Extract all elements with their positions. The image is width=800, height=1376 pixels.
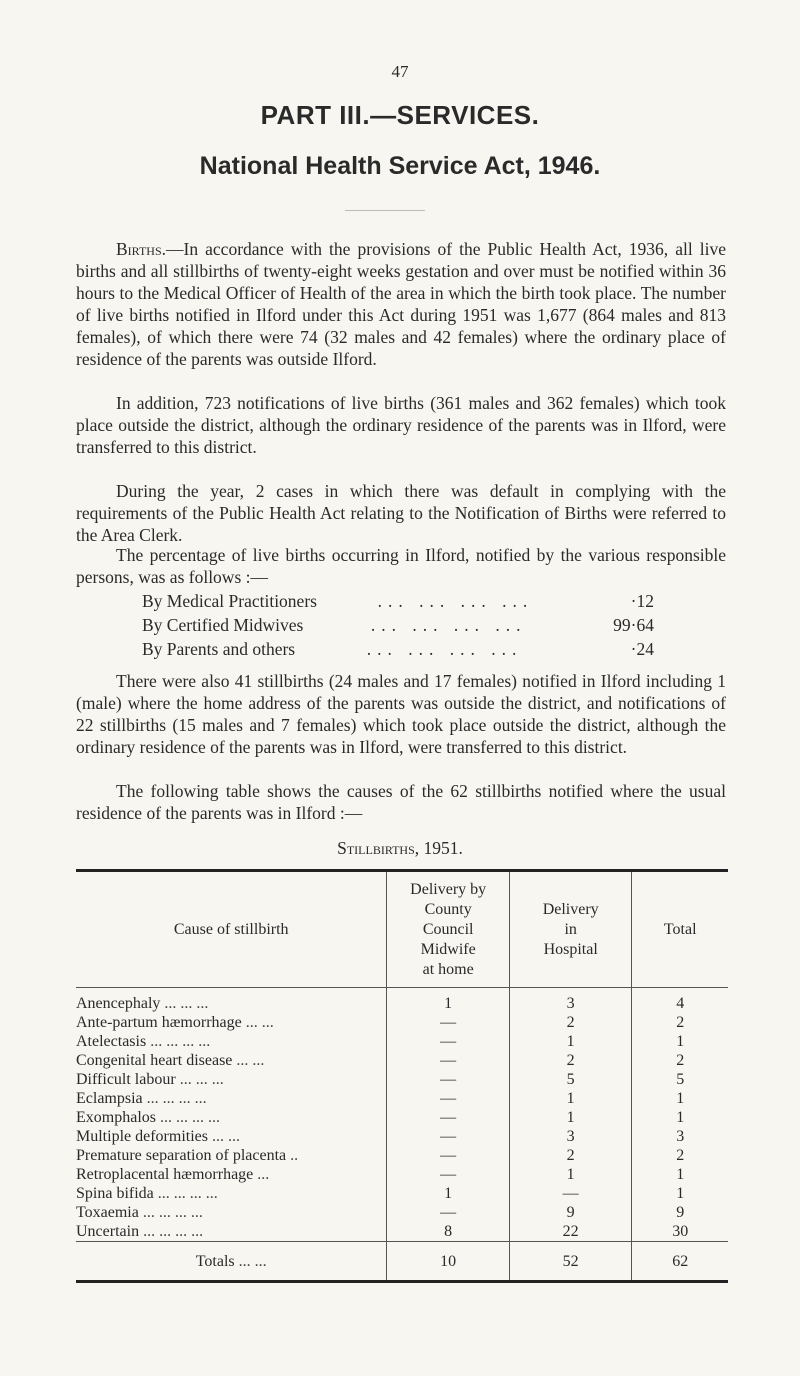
cause-label: Difficult labour	[76, 1071, 176, 1088]
hospital-count: 3	[509, 988, 632, 1014]
percentage-intro-paragraph	[76, 544, 726, 588]
p2-text: In addition, 723 notifications of live births (361 males and 362 females) which took place outside the district, although the ordinary residence of the parents was in Ilford, were transferred to this district.	[76, 393, 726, 457]
part-title: PART III.—SERVICES.	[260, 100, 540, 130]
home-count: —	[387, 1051, 510, 1070]
hospital-count: 1	[509, 1089, 632, 1108]
cause-label: Toxaemia	[76, 1204, 139, 1221]
hospital-count: 2	[509, 1013, 632, 1032]
table-row: Spina bifida ... ... ... ... 1 — 1	[76, 1184, 728, 1203]
hospital-count: 5	[509, 1070, 632, 1089]
total-count: 1	[632, 1089, 728, 1108]
home-total: 10	[387, 1242, 510, 1282]
p6-text: The following table shows the causes of the 62 stillbirths notified where the usual residence of the parents was in Ilford :—	[76, 781, 726, 823]
total-count: 1	[632, 1165, 728, 1184]
stillbirths-table	[76, 869, 728, 1283]
total-count: 4	[632, 988, 728, 1014]
births-body: —In accordance with the provisions of the Public Health Act, 1936, all live births and all stillbirths of twenty-eight weeks gestation and over must be notified within 36 hours to the Medical Officer of Health of the area in which the birth took place. The number of live births notified in Ilford under this Act during 1951 was 1,677 (864 males and 813 females), of which there were 74 (32 males and 42 females) where the ordinary place of residence of the parents was outside Ilford.	[76, 239, 726, 369]
total-count: 9	[632, 1203, 728, 1222]
total-count: 1	[632, 1184, 728, 1203]
cause-label: Congenital heart disease	[76, 1052, 233, 1069]
home-count: —	[387, 1032, 510, 1051]
home-count: —	[387, 1146, 510, 1165]
leader-dots: ... ... ... ...	[366, 639, 523, 659]
grand-total: 62	[632, 1242, 728, 1282]
hospital-count: 1	[509, 1165, 632, 1184]
hospital-total: 52	[509, 1242, 632, 1282]
total-count: 2	[632, 1146, 728, 1165]
title-divider	[345, 210, 425, 211]
table-header-row	[76, 871, 728, 988]
cause-label: Exomphalos	[76, 1109, 156, 1126]
stillbirths-paragraph	[76, 670, 726, 758]
home-count: —	[387, 1089, 510, 1108]
totals-row: Totals ... ... 10 52 62	[76, 1242, 728, 1282]
header-home-delivery: Delivery by County Council Midwife at home	[387, 871, 510, 988]
hospital-count: 3	[509, 1127, 632, 1146]
leader-dots: ... ... ... ...	[377, 591, 534, 611]
table-row: Difficult labour ... ... ... — 5 5	[76, 1070, 728, 1089]
default-cases-paragraph	[76, 480, 726, 546]
percentage-value: ·24	[630, 639, 654, 659]
cause-label: Spina bifida	[76, 1185, 154, 1202]
header-cause: Cause of stillbirth	[76, 871, 387, 988]
home-count: 8	[387, 1222, 510, 1242]
table-row: Ante-partum hæmorrhage ... ... — 2 2	[76, 1013, 728, 1032]
table-row: Exomphalos ... ... ... ... — 1 1	[76, 1108, 728, 1127]
table-row: Uncertain ... ... ... ... 8 22 30	[76, 1222, 728, 1242]
hospital-count: 1	[509, 1108, 632, 1127]
percentage-value: ·12	[630, 591, 654, 611]
hospital-count: 2	[509, 1051, 632, 1070]
leader-dots: ... ... ... ...	[370, 615, 527, 635]
cause-label: Retroplacental hæmorrhage	[76, 1166, 254, 1183]
header-hospital-delivery: Delivery in Hospital	[509, 871, 632, 988]
table-intro-paragraph	[76, 780, 726, 824]
cause-label: Ante-partum hæmorrhage	[76, 1014, 242, 1031]
cause-label: Uncertain	[76, 1223, 140, 1240]
hospital-count: 9	[509, 1203, 632, 1222]
page-number: 47	[391, 62, 409, 81]
p4-text: The percentage of live births occurring in Ilford, notified by the various responsible persons, was as follows :—	[76, 545, 726, 587]
cause-label: Atelectasis	[76, 1033, 147, 1050]
table-row: Eclampsia ... ... ... ... — 1 1	[76, 1089, 728, 1108]
home-count: 1	[387, 988, 510, 1014]
table-caption: Stillbirths, 1951.	[337, 838, 463, 858]
percentage-label: By Medical Practitioners	[142, 591, 317, 611]
total-count: 30	[632, 1222, 728, 1242]
total-count: 5	[632, 1070, 728, 1089]
percentage-row	[142, 615, 654, 637]
home-count: —	[387, 1070, 510, 1089]
home-count: —	[387, 1127, 510, 1146]
total-count: 2	[632, 1051, 728, 1070]
cause-label: Eclampsia	[76, 1090, 143, 1107]
table-row: Anencephaly ... ... ... 1 3 4	[76, 988, 728, 1014]
home-count: —	[387, 1165, 510, 1184]
additional-notifications-paragraph	[76, 392, 726, 458]
percentage-label: By Parents and others	[142, 639, 296, 659]
total-count: 1	[632, 1032, 728, 1051]
table-row: Atelectasis ... ... ... ... — 1 1	[76, 1032, 728, 1051]
p3-text: During the year, 2 cases in which there was default in complying with the requirements of the Public Health Act relating to the Notification of Births were referred to the Area Clerk.	[76, 481, 726, 545]
cause-label: Multiple deformities	[76, 1128, 208, 1145]
header-total: Total	[632, 871, 728, 988]
births-lead: Births.	[116, 239, 166, 259]
cause-label: Premature separation of placenta	[76, 1147, 287, 1164]
hospital-count: 2	[509, 1146, 632, 1165]
table-row: Congenital heart disease ... ... — 2 2	[76, 1051, 728, 1070]
hospital-count: —	[509, 1184, 632, 1203]
cause-label: Anencephaly	[76, 995, 161, 1012]
home-count: —	[387, 1013, 510, 1032]
table-row: Multiple deformities ... ... — 3 3	[76, 1127, 728, 1146]
home-count: —	[387, 1108, 510, 1127]
act-subtitle: National Health Service Act, 1946.	[199, 152, 601, 180]
total-count: 2	[632, 1013, 728, 1032]
percentage-label: By Certified Midwives	[142, 615, 304, 635]
table-row: Retroplacental hæmorrhage ... — 1 1	[76, 1165, 728, 1184]
home-count: 1	[387, 1184, 510, 1203]
p5-text: There were also 41 stillbirths (24 males and 17 females) notified in Ilford including 1 (male) where the home address of the parents was outside the district, and notifications of 22 stillbirths (15 males and 7 females) which took place outside the district, although the ordinary residence of the parents was in Ilford, were transferred to this district.	[76, 671, 726, 757]
table-row: Toxaemia ... ... ... ... — 9 9	[76, 1203, 728, 1222]
percentage-value: 99·64	[613, 615, 654, 635]
percentage-row	[142, 591, 654, 613]
totals-label: Totals	[195, 1252, 235, 1270]
total-count: 1	[632, 1108, 728, 1127]
births-paragraph	[76, 238, 726, 370]
hospital-count: 22	[509, 1222, 632, 1242]
home-count: —	[387, 1203, 510, 1222]
percentage-row	[142, 639, 654, 661]
table-row: Premature separation of placenta .. — 2 2	[76, 1146, 728, 1165]
total-count: 3	[632, 1127, 728, 1146]
hospital-count: 1	[509, 1032, 632, 1051]
